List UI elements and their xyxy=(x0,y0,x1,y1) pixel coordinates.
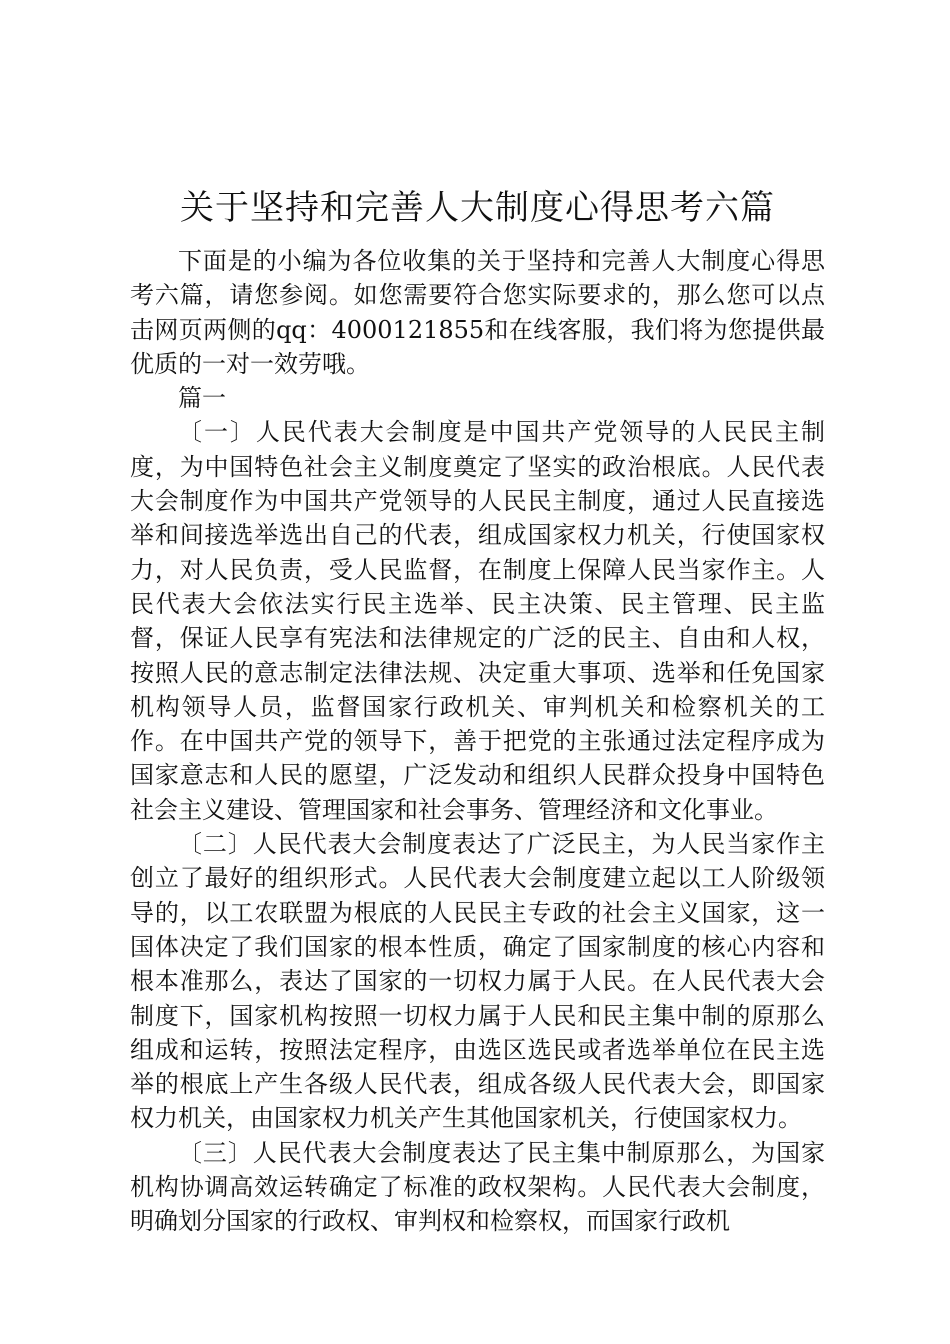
body-paragraph-1: 〔一〕人民代表大会制度是中国共产党领导的人民民主制度，为中国特色社会主义制度奠定了坚实的政治根底。人民代表大会制度作为中国共产党领导的人民民主制度，通过人民直接选举和间接选举选出自己的代表，组成国家权力机关，行使国家权力，对人民负责，受人民监督，在制度上保障人民当家作主。人民代表大会依法实行民主选举、民主决策、民主管理、民主监督，保证人民享有宪法和法律规定的广泛的民主、自由和人权，按照人民的意志制定法律法规、决定重大事项、选举和任免国家机构领导人员，监督国家行政机关、审判机关和检察机关的工作。在中国共产党的领导下，善于把党的主张通过法定程序成为国家意志和人民的愿望，广泛发动和组织人民群众投身中国特色社会主义建设、管理国家和社会事务、管理经济和文化事业。 xyxy=(130,418,825,824)
body-paragraph-2: 〔二〕人民代表大会制度表达了广泛民主，为人民当家作主创立了最好的组织形式。人民代表大会制度建立起以工人阶级领导的，以工农联盟为根底的人民民主专政的社会主义国家，这一国体决定了我们国家的根本性质，确定了国家制度的核心内容和根本准那么，表达了国家的一切权力属于人民。在人民代表大会制度下，国家机构按照一切权力属于人民和民主集中制的原那么组成和运转，按照法定程序，由选区选民或者选举单位在民主选举的根底上产生各级人民代表，组成各级人民代表大会，即国家权力机关，由国家权力机关产生其他国家机关，行使国家权力。 xyxy=(130,830,825,1133)
document-page xyxy=(130,180,825,1239)
section-heading: 篇一 xyxy=(178,384,226,413)
body-paragraph-3: 〔三〕人民代表大会制度表达了民主集中制原那么，为国家机构协调高效运转确定了标准的政权架构。人民代表大会制度，明确划分国家的行政权、审判权和检察权，而国家行政机 xyxy=(130,1138,825,1236)
document-title: 关于坚持和完善人大制度心得思考六篇 xyxy=(180,188,775,228)
intro-paragraph: 下面是的小编为各位收集的关于坚持和完善人大制度心得思考六篇，请您参阅。如您需要符合您实际要求的，那么您可以点击网页两侧的qq：4000121855和在线客服，我们将为您提供最优质的一对一效劳哦。 xyxy=(130,247,825,378)
